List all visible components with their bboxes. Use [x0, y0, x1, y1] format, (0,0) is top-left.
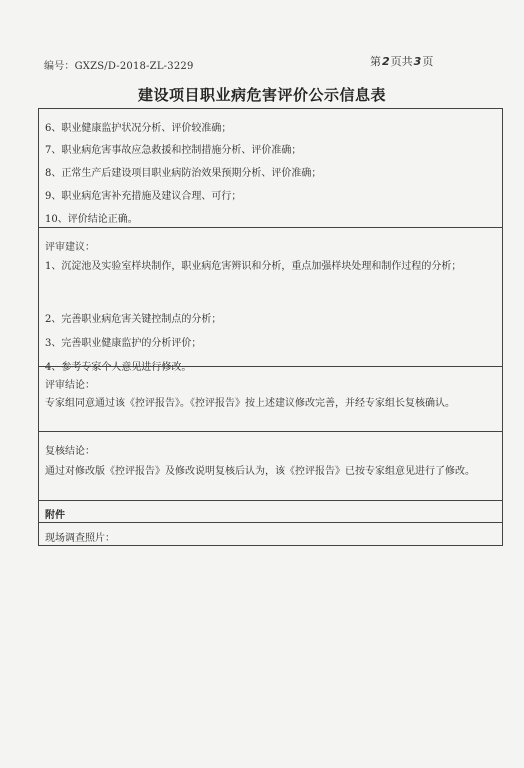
evaluation-item: 7、职业病危害事故应急救援和控制措施分析、评价准确；: [45, 145, 302, 156]
page-title: 建设项目职业病危害评价公示信息表: [137, 86, 386, 104]
info-table: [38, 108, 503, 546]
page-indicator: [370, 53, 433, 69]
page-prefix: 第: [370, 55, 381, 68]
evaluation-item: 10、评价结论正确。: [45, 214, 138, 225]
recheck-conclusion-text: 通过对修改版《控评报告》及修改说明复核后认为，该《控评报告》已按专家组意见进行了修改。: [45, 466, 475, 477]
page-total: 3: [413, 55, 422, 68]
recheck-conclusion-section: [39, 431, 502, 501]
review-suggestions-label: 评审建议：: [45, 242, 95, 253]
review-suggestion: 3、完善职业健康监护的分析评价；: [45, 338, 202, 349]
review-conclusion-text: 专家组同意通过该《控评报告》。《控评报告》按上述建议修改完善，并经专家组长复核确认。: [45, 398, 455, 409]
document-number: 编号：GXZS/D-2018-ZL-3229: [44, 61, 194, 72]
evaluation-item: 6、职业健康监护状况分析、评价较准确；: [45, 123, 232, 134]
attachment-section: [39, 500, 502, 523]
evaluation-item: 8、正常生产后建设项目职业病防治效果预期分析、评价准确；: [45, 168, 322, 179]
recheck-conclusion-label: 复核结论：: [45, 446, 95, 457]
review-suggestion: 2、完善职业病危害关键控制点的分析；: [45, 314, 222, 325]
review-conclusion-label: 评审结论：: [45, 380, 95, 391]
attachment-label: 附件: [45, 510, 65, 521]
site-photos-section: [39, 522, 502, 548]
review-suggestion: 4、参考专家个人意见进行修改。: [45, 362, 192, 373]
page-suffix: 页: [422, 55, 434, 68]
page-current: 2: [382, 55, 390, 68]
site-photos-label: 现场调查照片：: [45, 533, 115, 544]
review-conclusion-section: [39, 366, 502, 432]
page-mid: 页共: [390, 55, 413, 68]
evaluation-item: 9、职业病危害补充措施及建议合理、可行；: [45, 191, 242, 202]
review-suggestion: 1、沉淀池及实验室样块制作，职业病危害辨识和分析，重点加强样块处理和制作过程的分析；: [45, 261, 462, 272]
evaluation-items-section: [39, 109, 502, 227]
